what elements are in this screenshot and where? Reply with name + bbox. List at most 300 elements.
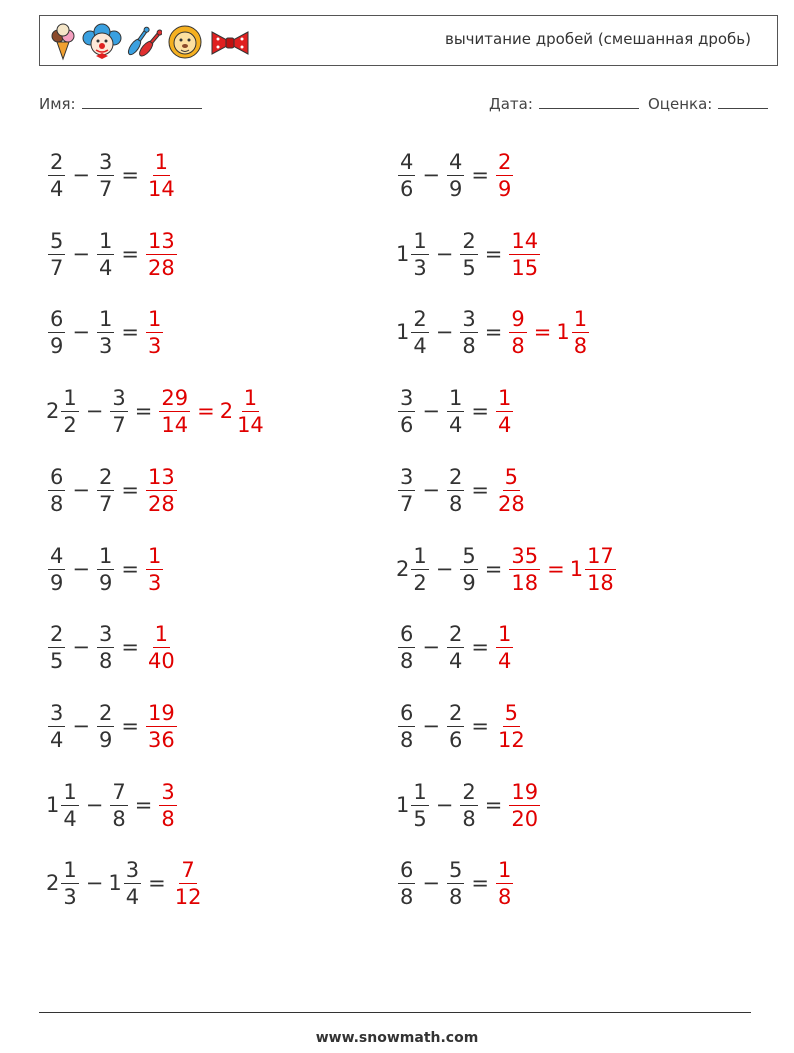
answer	[507, 306, 591, 359]
answer-term	[157, 779, 178, 832]
answer-denominator: 8	[511, 333, 525, 358]
answer-mixed-denominator: 18	[587, 570, 614, 595]
minuend-denominator: 7	[400, 491, 414, 516]
subtrahend-denominator: 7	[98, 176, 113, 201]
equals-sign: =	[134, 793, 153, 817]
minuend-whole: 2	[396, 557, 410, 581]
equals-sign: =	[121, 557, 139, 581]
subtrahend-fraction	[445, 149, 466, 202]
minuend-term	[396, 228, 431, 281]
answer-denominator: 8	[161, 806, 175, 831]
equals-sign: =	[121, 714, 139, 738]
subtrahend-numerator: 3	[98, 149, 113, 174]
minuend-denominator: 9	[50, 570, 64, 595]
subtrahend-numerator: 5	[462, 543, 476, 568]
subtrahend-term	[108, 385, 129, 438]
minuend-whole: 1	[396, 320, 410, 344]
minus-sign: −	[72, 635, 90, 659]
answer-numerator: 5	[504, 700, 519, 725]
answer-numerator: 1	[497, 857, 512, 882]
answer-mixed-term	[570, 543, 618, 596]
answer	[144, 464, 179, 517]
answer-fraction	[157, 779, 178, 832]
problem-item	[396, 775, 542, 835]
minuend-denominator: 4	[413, 333, 427, 358]
subtrahend-denominator: 8	[448, 884, 463, 909]
minus-sign: −	[72, 557, 90, 581]
answer-numerator: 1	[154, 149, 169, 174]
subtrahend-term	[95, 228, 116, 281]
answer-fraction	[494, 621, 515, 674]
answer-denominator: 9	[497, 176, 512, 201]
minuend-denominator: 2	[63, 412, 77, 437]
equals-sign: =	[484, 320, 503, 344]
answer-numerator: 19	[511, 779, 539, 804]
problem-item	[396, 696, 529, 756]
subtrahend-numerator: 3	[98, 621, 113, 646]
subtrahend-numerator: 3	[462, 306, 476, 331]
subtrahend-term	[108, 857, 143, 910]
subtrahend-fraction	[95, 149, 116, 202]
subtrahend-denominator: 7	[112, 412, 126, 437]
equals-sign: =	[471, 478, 489, 502]
answer-fraction	[144, 464, 179, 517]
minuend-term	[46, 385, 81, 438]
subtrahend-term	[445, 857, 466, 910]
lion-icon	[166, 22, 204, 62]
minus-sign: −	[72, 320, 90, 344]
name-label: Имя:	[39, 95, 76, 113]
answer	[494, 857, 515, 910]
equals-sign: =	[148, 871, 166, 895]
answer-equals-sign: =	[197, 399, 215, 423]
answer-numerator: 2	[497, 149, 512, 174]
answer-mixed-fraction	[570, 306, 591, 359]
score-line[interactable]	[718, 94, 768, 109]
equals-sign: =	[484, 242, 503, 266]
problem-item	[396, 853, 515, 913]
minuend-numerator: 6	[50, 464, 64, 489]
minuend-fraction	[409, 306, 430, 359]
answer	[144, 149, 179, 202]
minuend-numerator: 2	[50, 621, 64, 646]
subtrahend-denominator: 8	[462, 806, 476, 831]
answer-denominator: 8	[497, 884, 512, 909]
minuend-numerator: 3	[50, 700, 64, 725]
problem-item	[396, 145, 515, 205]
minuend-term	[46, 621, 67, 674]
answer-fraction	[507, 306, 528, 359]
minuend-numerator: 4	[400, 149, 414, 174]
name-field	[39, 94, 202, 113]
minuend-numerator: 2	[413, 306, 427, 331]
subtrahend-numerator: 2	[462, 228, 476, 253]
problem-item	[46, 775, 179, 835]
answer-term	[494, 700, 529, 753]
minus-sign: −	[422, 478, 440, 502]
problem-item	[396, 460, 529, 520]
minuend-fraction	[409, 543, 430, 596]
answer-mixed-fraction	[233, 385, 268, 438]
answer-numerator: 3	[161, 779, 175, 804]
minuend-whole: 1	[396, 242, 410, 266]
subtrahend-numerator: 2	[448, 464, 463, 489]
minus-sign: −	[435, 320, 454, 344]
subtrahend-numerator: 2	[98, 700, 113, 725]
subtrahend-fraction	[458, 228, 479, 281]
subtrahend-denominator: 8	[448, 491, 463, 516]
subtrahend-term	[95, 306, 116, 359]
minuend-fraction	[409, 779, 430, 832]
answer-mixed-term	[220, 385, 268, 438]
minuend-numerator: 1	[413, 228, 427, 253]
footer-url[interactable]: www.snowmath.com	[315, 1030, 479, 1046]
minuend-numerator: 6	[400, 621, 414, 646]
subtrahend-numerator: 3	[125, 857, 140, 882]
minus-sign: −	[422, 635, 440, 659]
minuend-fraction	[46, 700, 67, 753]
date-field	[489, 94, 639, 113]
answer-mixed-denominator: 14	[237, 412, 264, 437]
equals-sign: =	[471, 163, 489, 187]
minuend-denominator: 3	[63, 884, 77, 909]
answer	[157, 779, 178, 832]
minuend-numerator: 1	[413, 779, 427, 804]
problem-item	[396, 617, 515, 677]
answer-mixed-term	[556, 306, 591, 359]
minuend-term	[396, 385, 417, 438]
minuend-denominator: 6	[400, 412, 414, 437]
answer-numerator: 5	[504, 464, 519, 489]
minus-sign: −	[422, 714, 440, 738]
subtrahend-numerator: 1	[98, 543, 113, 568]
subtrahend-term	[95, 149, 116, 202]
subtrahend-term	[108, 779, 129, 832]
answer-fraction	[494, 857, 515, 910]
problem-item	[46, 696, 179, 756]
subtrahend-numerator: 3	[112, 385, 126, 410]
answer-numerator: 29	[161, 385, 189, 410]
subtrahend-term	[445, 621, 466, 674]
minuend-denominator: 7	[50, 255, 64, 280]
minuend-term	[46, 149, 67, 202]
subtrahend-term	[458, 543, 479, 596]
answer-denominator: 3	[147, 570, 162, 595]
minuend-fraction	[46, 306, 67, 359]
minuend-fraction	[46, 621, 67, 674]
minuend-fraction	[46, 464, 67, 517]
bow-tie-icon	[208, 22, 252, 62]
minuend-denominator: 2	[413, 570, 427, 595]
minuend-whole: 1	[396, 793, 410, 817]
minus-sign: −	[85, 399, 104, 423]
answer-denominator: 28	[497, 491, 525, 516]
answer-term	[144, 543, 165, 596]
subtrahend-denominator: 3	[98, 333, 113, 358]
answer-term	[507, 306, 528, 359]
answer-term	[494, 149, 515, 202]
subtrahend-fraction	[445, 621, 466, 674]
answer-denominator: 4	[497, 648, 512, 673]
answer-numerator: 1	[497, 621, 512, 646]
equals-sign: =	[121, 163, 139, 187]
minuend-term	[46, 228, 67, 281]
minuend-fraction	[409, 228, 430, 281]
minuend-fraction	[396, 700, 417, 753]
subtrahend-denominator: 9	[448, 176, 463, 201]
header-box	[39, 15, 778, 66]
subtrahend-numerator: 2	[448, 621, 463, 646]
subtrahend-numerator: 4	[448, 149, 463, 174]
answer-numerator: 13	[147, 464, 175, 489]
answer-fraction	[494, 385, 515, 438]
minuend-denominator: 5	[413, 806, 427, 831]
answer-numerator: 1	[147, 543, 162, 568]
minuend-denominator: 4	[50, 727, 64, 752]
minuend-numerator: 3	[400, 385, 414, 410]
equals-sign: =	[121, 242, 139, 266]
minus-sign: −	[85, 793, 104, 817]
minuend-term	[396, 543, 431, 596]
answer-equals-sign: =	[533, 320, 552, 344]
subtrahend-fraction	[95, 543, 116, 596]
subtrahend-numerator: 5	[448, 857, 463, 882]
clown-icon	[82, 22, 122, 62]
minuend-numerator: 2	[50, 149, 64, 174]
answer-denominator: 28	[147, 255, 175, 280]
answer-numerator: 1	[497, 385, 512, 410]
answer-term	[144, 700, 179, 753]
answer-fraction	[494, 149, 515, 202]
problem-item	[396, 381, 515, 441]
subtrahend-numerator: 2	[462, 779, 476, 804]
minus-sign: −	[435, 557, 454, 581]
answer-numerator: 1	[154, 621, 169, 646]
answer-denominator: 20	[511, 806, 539, 831]
equals-sign: =	[121, 635, 139, 659]
answer-mixed-numerator: 1	[573, 306, 588, 331]
subtrahend-term	[95, 464, 116, 517]
subtrahend-numerator: 7	[112, 779, 126, 804]
minuend-numerator: 5	[50, 228, 64, 253]
answer-fraction	[507, 228, 542, 281]
problem-item	[396, 539, 618, 599]
minus-sign: −	[422, 163, 440, 187]
answer-fraction	[144, 543, 165, 596]
minuend-fraction	[46, 228, 67, 281]
subtrahend-term	[445, 464, 466, 517]
minuend-denominator: 4	[50, 176, 64, 201]
minus-sign: −	[435, 793, 454, 817]
subtrahend-whole: 1	[108, 871, 122, 895]
answer-term	[494, 621, 515, 674]
score-field	[648, 94, 768, 113]
score-label: Оценка:	[648, 95, 713, 113]
answer-numerator: 19	[147, 700, 175, 725]
subtrahend-fraction	[458, 779, 479, 832]
answer-fraction	[507, 779, 542, 832]
subtrahend-term	[458, 228, 479, 281]
minuend-numerator: 3	[400, 464, 414, 489]
subtrahend-term	[445, 149, 466, 202]
subtrahend-denominator: 8	[98, 648, 113, 673]
minus-sign: −	[72, 163, 90, 187]
answer-mixed-fraction	[583, 543, 618, 596]
answer-term	[144, 149, 179, 202]
subtrahend-term	[95, 700, 116, 753]
equals-sign: =	[471, 871, 489, 895]
subtrahend-fraction	[458, 543, 479, 596]
subtrahend-term	[95, 543, 116, 596]
minuend-whole: 2	[46, 871, 60, 895]
answer	[171, 857, 206, 910]
minuend-fraction	[59, 385, 80, 438]
subtrahend-fraction	[458, 306, 479, 359]
answer	[494, 621, 515, 674]
subtrahend-fraction	[445, 464, 466, 517]
minuend-fraction	[396, 621, 417, 674]
answer-denominator: 36	[147, 727, 175, 752]
answer-denominator: 12	[174, 884, 202, 909]
answer	[144, 700, 179, 753]
equals-sign: =	[121, 320, 139, 344]
answer-equals-sign: =	[547, 557, 565, 581]
equals-sign: =	[484, 557, 503, 581]
problem-item	[46, 460, 179, 520]
answer-mixed-whole: 1	[556, 320, 570, 344]
minuend-whole: 1	[46, 793, 60, 817]
answer-fraction	[144, 306, 165, 359]
answer-denominator: 28	[147, 491, 175, 516]
subtrahend-fraction	[108, 779, 129, 832]
subtrahend-fraction	[108, 385, 129, 438]
answer	[507, 543, 617, 596]
minuend-fraction	[396, 149, 417, 202]
subtrahend-term	[458, 306, 479, 359]
minus-sign: −	[85, 871, 104, 895]
subtrahend-denominator: 9	[462, 570, 476, 595]
name-line[interactable]	[82, 94, 202, 109]
minuend-term	[396, 464, 417, 517]
minuend-fraction	[396, 464, 417, 517]
answer-denominator: 14	[161, 412, 189, 437]
subtrahend-denominator: 8	[462, 333, 476, 358]
problem-item	[46, 302, 165, 362]
answer-denominator: 14	[147, 176, 175, 201]
answer	[144, 306, 165, 359]
minus-sign: −	[72, 242, 90, 266]
minuend-term	[396, 700, 417, 753]
answer-denominator: 3	[147, 333, 162, 358]
subtrahend-numerator: 2	[98, 464, 113, 489]
answer-fraction	[507, 543, 542, 596]
minuend-numerator: 1	[413, 543, 427, 568]
minuend-fraction	[396, 385, 417, 438]
minuend-fraction	[396, 857, 417, 910]
minuend-fraction	[46, 543, 67, 596]
answer-fraction	[144, 228, 179, 281]
minus-sign: −	[72, 714, 90, 738]
date-label: Дата:	[489, 95, 533, 113]
answer	[494, 700, 529, 753]
minuend-term	[396, 779, 431, 832]
minus-sign: −	[435, 242, 454, 266]
answer-term	[144, 228, 179, 281]
answer	[144, 543, 165, 596]
answer-term	[494, 464, 529, 517]
answer-term	[144, 464, 179, 517]
minuend-denominator: 9	[50, 333, 64, 358]
minuend-denominator: 4	[63, 806, 77, 831]
problem-item	[46, 145, 179, 205]
minuend-numerator: 1	[63, 779, 77, 804]
problem-item	[396, 302, 591, 362]
answer-term	[171, 857, 206, 910]
answer	[507, 779, 542, 832]
answer-fraction	[494, 464, 529, 517]
subtrahend-fraction	[445, 857, 466, 910]
minuend-numerator: 4	[50, 543, 64, 568]
subtrahend-term	[95, 621, 116, 674]
problem-item	[46, 853, 205, 913]
answer-numerator: 1	[147, 306, 162, 331]
answer-term	[157, 385, 192, 438]
subtrahend-fraction	[95, 228, 116, 281]
minuend-whole: 2	[46, 399, 60, 423]
answer-denominator: 4	[497, 412, 512, 437]
date-line[interactable]	[539, 94, 639, 109]
minuend-term	[396, 857, 417, 910]
subtrahend-fraction	[95, 464, 116, 517]
minuend-term	[46, 306, 67, 359]
subtrahend-denominator: 9	[98, 727, 113, 752]
subtrahend-denominator: 6	[448, 727, 463, 752]
minuend-numerator: 1	[63, 385, 77, 410]
minuend-term	[46, 779, 81, 832]
answer-denominator: 15	[511, 255, 539, 280]
subtrahend-term	[458, 779, 479, 832]
minuend-denominator: 8	[400, 648, 414, 673]
minuend-term	[46, 857, 81, 910]
answer	[494, 149, 515, 202]
worksheet-title: вычитание дробей (смешанная дробь)	[444, 30, 751, 48]
answer-term	[507, 228, 542, 281]
minuend-numerator: 6	[400, 857, 414, 882]
answer-fraction	[171, 857, 206, 910]
answer-term	[494, 857, 515, 910]
minuend-fraction	[59, 779, 80, 832]
subtrahend-denominator: 9	[98, 570, 113, 595]
minuend-numerator: 6	[50, 306, 64, 331]
minuend-numerator: 1	[63, 857, 77, 882]
minuend-denominator: 8	[400, 727, 414, 752]
minuend-term	[46, 700, 67, 753]
equals-sign: =	[484, 793, 503, 817]
header-icons	[48, 22, 252, 62]
equals-sign: =	[134, 399, 153, 423]
subtrahend-denominator: 4	[448, 412, 463, 437]
minuend-term	[46, 543, 67, 596]
minuend-numerator: 6	[400, 700, 414, 725]
answer-term	[507, 779, 542, 832]
subtrahend-term	[445, 385, 466, 438]
problem-item	[46, 381, 268, 441]
subtrahend-fraction	[445, 385, 466, 438]
subtrahend-denominator: 7	[98, 491, 113, 516]
minuend-fraction	[46, 149, 67, 202]
answer-term	[144, 621, 179, 674]
answer	[494, 385, 515, 438]
